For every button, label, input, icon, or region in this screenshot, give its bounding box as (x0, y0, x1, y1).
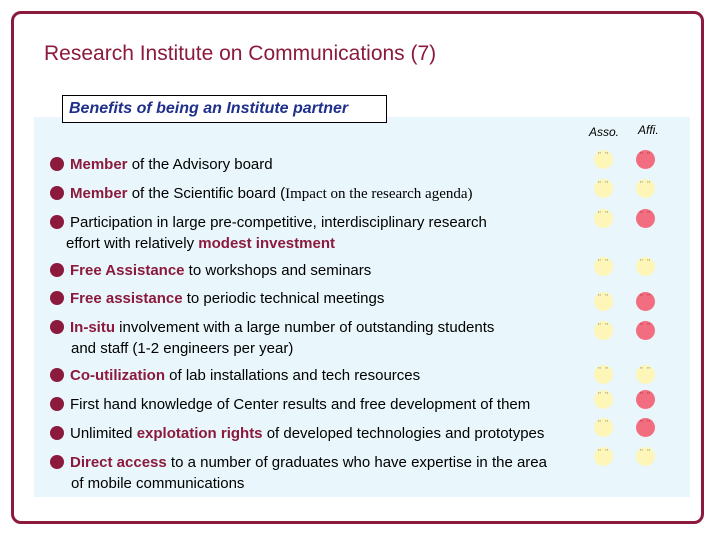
affi-dot-icon: " " (636, 447, 655, 466)
asso-dot-icon: " " (594, 292, 613, 311)
affi-dot-icon: " " (636, 150, 655, 169)
asso-dot-icon: " " (594, 257, 613, 276)
bullet-icon (50, 291, 64, 305)
bullet-icon (50, 186, 64, 200)
bullet-icon (50, 215, 64, 229)
affi-dot-icon: " " (636, 418, 655, 437)
affi-dot-icon: " " (636, 321, 655, 340)
asso-dot-icon: " " (594, 150, 613, 169)
column-header-affi: Affi. (638, 123, 659, 137)
bullet-icon (50, 397, 64, 411)
list-item: Member of the Advisory board (70, 156, 273, 173)
bullet-icon (50, 320, 64, 334)
list-item: First hand knowledge of Center results and free development of them (70, 396, 531, 413)
list-item-continuation: effort with relatively modest investment (66, 235, 335, 252)
affi-dot-icon: " " (636, 257, 655, 276)
asso-dot-icon: " " (594, 321, 613, 340)
benefits-tab: Benefits of being an Institute partner (62, 95, 387, 123)
list-item: Free assistance to periodic technical meetings (70, 290, 385, 307)
asso-dot-icon: " " (594, 447, 613, 466)
affi-dot-icon: " " (636, 365, 655, 384)
affi-dot-icon: " " (636, 179, 655, 198)
page-title: Research Institute on Communications (7) (44, 42, 437, 65)
bullet-icon (50, 263, 64, 277)
affi-dot-icon: " " (636, 292, 655, 311)
asso-dot-icon: " " (594, 390, 613, 409)
bullet-icon (50, 157, 64, 171)
list-item: Unlimited explotation rights of developed technologies and prototypes (70, 425, 545, 442)
asso-dot-icon: " " (594, 209, 613, 228)
asso-dot-icon: " " (594, 365, 613, 384)
affi-dot-icon: " " (636, 390, 655, 409)
affi-dot-icon: " " (636, 209, 655, 228)
asso-dot-icon: " " (594, 179, 613, 198)
list-item: Co-utilization of lab installations and tech resources (70, 367, 421, 384)
asso-dot-icon: " " (594, 418, 613, 437)
bullet-icon (50, 426, 64, 440)
list-item: Free Assistance to workshops and seminars (70, 262, 372, 279)
list-item-continuation: and staff (1-2 engineers per year) (71, 340, 294, 357)
column-header-asso: Asso. (589, 125, 620, 139)
list-item: Participation in large pre-competitive, interdisciplinary research (70, 214, 487, 231)
bullet-icon (50, 368, 64, 382)
bullet-icon (50, 455, 64, 469)
list-item: In-situ involvement with a large number of outstanding students (70, 319, 495, 336)
list-item-continuation: of mobile communications (71, 475, 245, 492)
list-item: Direct access to a number of graduates who have expertise in the area (70, 454, 547, 471)
list-item: Member of the Scientific board (Impact on the research agenda) (70, 185, 473, 202)
